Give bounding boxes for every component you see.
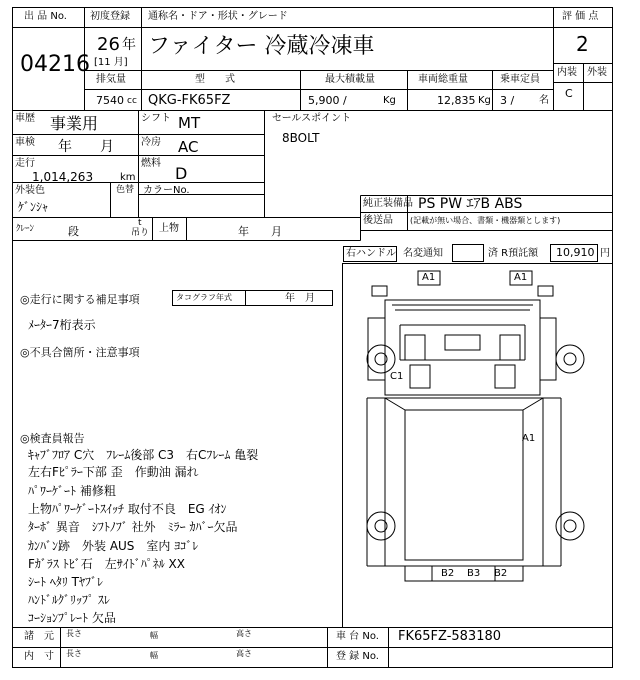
interior-label: 内装 xyxy=(557,67,577,78)
year-unit: 年 xyxy=(122,37,136,53)
model-code: QKG-FK65FZ xyxy=(148,93,231,108)
inspection-label: 車検 xyxy=(15,137,35,148)
sales-point-value: 8BOLT xyxy=(282,131,320,145)
defect-notes-label: ◎不具合箇所・注意事項 xyxy=(20,346,140,359)
inspector-line: ｶﾝﾊﾞﾝ跡 外装 AUS 室内 ﾖｺﾞﾚ xyxy=(28,539,199,553)
damage-mark: B2 xyxy=(441,568,455,579)
aftermarket-label: 後送品 xyxy=(363,215,393,226)
inner-width-label: 幅 xyxy=(150,651,158,660)
supplementary-notes-label: ◎走行に関する補足事項 xyxy=(20,293,140,306)
name-change-box xyxy=(452,244,484,262)
capacity-unit: 名 xyxy=(539,95,549,106)
displacement-label: 排気量 xyxy=(96,74,126,85)
specs-label: 諸 元 xyxy=(24,631,54,642)
first-registration-month: [11 月] xyxy=(94,57,128,68)
width-label: 幅 xyxy=(150,631,158,640)
capacity-label: 乗車定員 xyxy=(500,74,540,85)
capacity-value: 3 / xyxy=(500,94,515,107)
handle-side: 右ハンドル xyxy=(346,248,396,259)
equipment-value: PS PW ｴｱB ABS xyxy=(418,196,523,212)
inner-length-label: 長さ xyxy=(66,649,82,658)
model-code-label: 型 式 xyxy=(195,74,235,85)
inspection-value: 年 月 xyxy=(58,139,114,155)
max-load-unit: Kg xyxy=(383,95,396,106)
equipment-label: 純正装備品 xyxy=(363,198,413,209)
color-number-label: カラーNo. xyxy=(143,185,190,196)
inspector-line: ﾀｰﾎﾞ 異音 ｼﾌﾄﾉﾌﾞ 社外 ﾐﾗｰ ｶﾊﾞｰ欠品 xyxy=(28,520,238,534)
damage-mark: A1 xyxy=(422,272,436,283)
fuel-label: 燃料 xyxy=(141,158,161,169)
vehicle-name-label: 通称名・ドア・形状・グレード xyxy=(148,11,288,22)
color-change-label: 色替 xyxy=(116,185,135,195)
lot-number-label: 出 品 No. xyxy=(24,11,67,22)
upper-body-label: 上物 xyxy=(159,223,179,234)
inspector-line: 左右Fﾋﾟﾗｰ下部 歪 作動油 漏れ xyxy=(28,465,199,479)
gross-weight-value: 12,835 xyxy=(437,94,476,107)
tachograph-value: 年 月 xyxy=(285,293,315,304)
inner-height-label: 高さ xyxy=(236,649,252,658)
gross-weight-unit: Kg xyxy=(478,95,491,106)
inspector-line: ｷｬﾌﾞﾌﾛｱ C穴 ﾌﾚｰﾑ後部 C3 右Cﾌﾚｰﾑ 亀裂 xyxy=(28,448,259,462)
damage-mark: B3 xyxy=(467,568,481,579)
lot-number: 04216 xyxy=(20,52,90,77)
inspector-line: ｼｰﾄ ﾍﾀﾘ Tﾔﾌﾞﾚ xyxy=(28,575,103,589)
recycle-label: 済 R預託額 xyxy=(488,248,539,259)
mileage-value: 1,014,263 xyxy=(32,170,94,184)
shift-label: シフト xyxy=(141,113,171,124)
mileage-unit: km xyxy=(120,172,136,183)
height-label: 高さ xyxy=(236,629,252,638)
upper-body-value: 年 月 xyxy=(238,225,282,238)
shift-value: MT xyxy=(178,114,201,132)
damage-mark: A1 xyxy=(522,433,536,444)
inspector-line: ﾊﾟﾜｰｹﾞｰﾄ 補修粗 xyxy=(28,484,116,498)
damage-mark: A1 xyxy=(514,272,528,283)
inner-dimensions-label: 内 寸 xyxy=(24,651,54,662)
crane-label: ｸﾚｰﾝ xyxy=(16,224,35,234)
registration-number-label: 登 録 No. xyxy=(336,651,379,662)
displacement-unit: cc xyxy=(127,96,137,106)
history-label: 車歴 xyxy=(15,113,35,124)
inspector-line: Fｶﾞﾗｽ ﾄﾋﾞ石 左ｻｲﾄﾞﾊﾟﾈﾙ XX xyxy=(28,557,185,571)
inspector-line: ｺｰｼｮﾝﾌﾟﾚｰﾄ 欠品 xyxy=(28,611,116,625)
tachograph-label: タコグラフ年式 xyxy=(176,293,232,302)
exterior-label: 外装 xyxy=(587,67,607,78)
inspector-line: ﾊﾝﾄﾞﾙｸﾞﾘｯﾌﾟ ｽﾚ xyxy=(28,593,110,607)
crane-ton-unit: t xyxy=(138,218,142,228)
inspector-line: 上物ﾊﾟﾜｰｹﾞｰﾄｽｲｯﾁ 取付不良 EG ｲｵﾝ xyxy=(28,502,227,516)
mileage-label: 走行 xyxy=(15,158,35,169)
fuel-value: D xyxy=(175,164,188,183)
ac-label: 冷房 xyxy=(141,137,161,148)
first-registration-label: 初度登録 xyxy=(90,11,130,22)
max-load-label: 最大積載量 xyxy=(325,74,375,85)
max-load-value: 5,900 / xyxy=(308,94,347,107)
grade-score: 2 xyxy=(576,32,589,56)
damage-mark: B2 xyxy=(494,568,508,579)
name-change-label: 名変通知 xyxy=(403,248,443,259)
gross-weight-label: 車両総重量 xyxy=(418,74,468,85)
chassis-number: FK65FZ-583180 xyxy=(398,629,502,644)
exterior-color-label: 外装色 xyxy=(15,185,45,196)
aftermarket-note: (記載が無い場合、書類・機器類とします) xyxy=(410,216,561,225)
length-label: 長さ xyxy=(66,629,82,638)
ac-value: AC xyxy=(178,138,199,156)
sales-point-label: セールスポイント xyxy=(272,113,352,124)
inspector-report-label: ◎検査員報告 xyxy=(20,432,85,445)
recycle-unit: 円 xyxy=(600,248,610,259)
chassis-number-label: 車 台 No. xyxy=(336,631,379,642)
interior-grade: C xyxy=(565,87,573,100)
supplementary-notes-text: ﾒｰﾀｰ7桁表示 xyxy=(28,318,96,332)
truck-diagram xyxy=(367,271,584,581)
crane-stage-unit: 段 xyxy=(68,225,79,238)
recycle-value: 10,910 xyxy=(556,246,595,259)
exterior-color-value: ｹﾞﾝｼｬ xyxy=(18,200,49,214)
grade-label: 評 価 点 xyxy=(562,11,599,22)
displacement-value: 7540 xyxy=(96,94,124,107)
first-registration-year: 26 xyxy=(97,34,120,55)
history-value: 事業用 xyxy=(50,114,99,133)
crane-hoist-unit: 吊り xyxy=(131,228,150,238)
model-name: ファイター 冷蔵冷凍車 xyxy=(148,34,375,59)
damage-mark: C1 xyxy=(390,371,404,382)
